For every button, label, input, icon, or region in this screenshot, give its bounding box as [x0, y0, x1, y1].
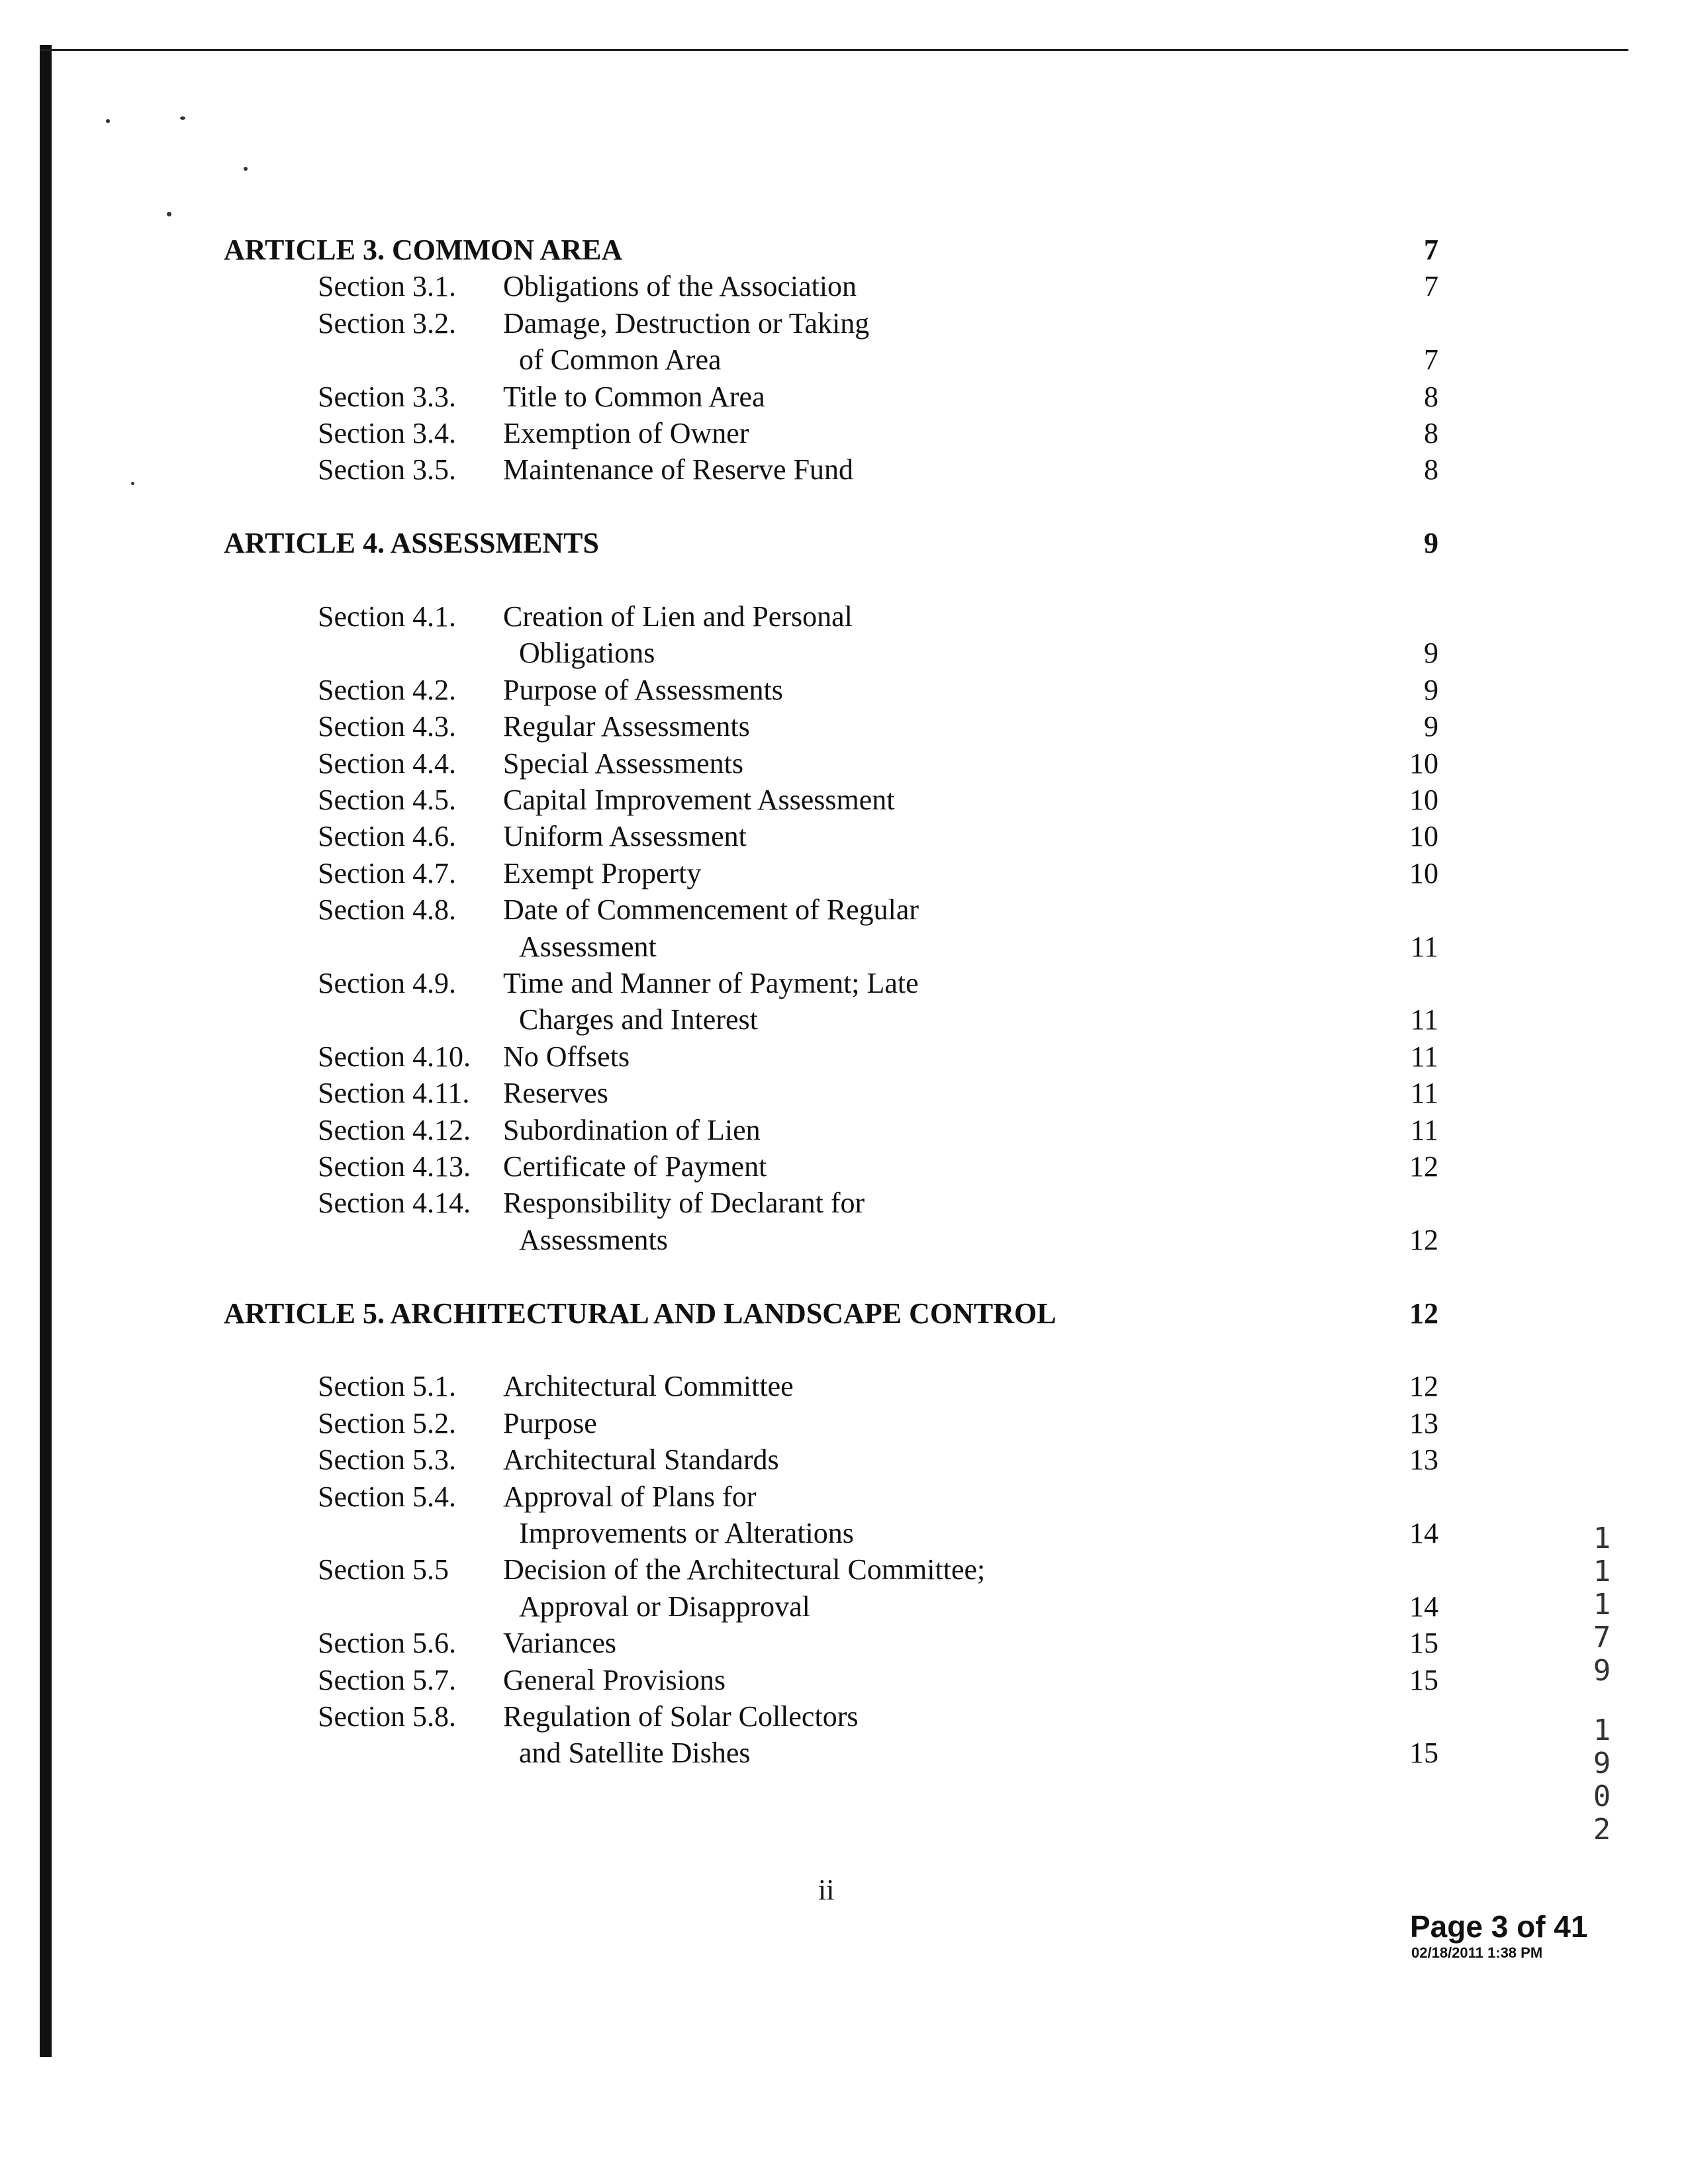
toc-section-row [0, 1551, 1688, 1588]
toc-section-number: Section 3.2. [318, 306, 456, 340]
toc-page-number: 13 [1409, 1406, 1438, 1439]
toc-section-title: General Provisions [503, 1663, 726, 1696]
toc-section-number: Section 3.1. [318, 270, 456, 303]
toc-page-number: 11 [1410, 1040, 1438, 1073]
toc-section-number: Section 5.3. [318, 1443, 456, 1477]
toc-section-row [0, 965, 1688, 1002]
toc-section-number: Section 4.1. [318, 600, 456, 633]
toc-section-title: Obligations [519, 637, 655, 670]
toc-section-title: Capital Improvement Assessment [503, 784, 895, 816]
toc-section-number: Section 5.8. [318, 1700, 456, 1733]
toc-section-number: Section 4.2. [318, 673, 456, 706]
toc-section-row [0, 1112, 1688, 1149]
toc-section-row [0, 1441, 1688, 1479]
toc-section-title: Approval or Disapproval [519, 1590, 810, 1623]
toc-section-number: Section 5.7. [318, 1663, 456, 1696]
toc-section-number: Section 4.5. [318, 784, 456, 816]
toc-continuation-row [0, 1222, 1688, 1259]
toc-section-number: Section 4.6. [318, 820, 456, 853]
toc-section-number: Section 3.4. [318, 417, 456, 449]
recording-digit: 1 [1593, 1713, 1611, 1747]
toc-section-title: Improvements or Alterations [519, 1517, 854, 1549]
toc-section-row [0, 1075, 1688, 1112]
toc-page-number: 9 [1424, 710, 1438, 743]
toc-section-row [0, 1038, 1688, 1075]
toc-article-title: ARTICLE 5. ARCHITECTURAL AND LANDSCAPE CONTROL [224, 1297, 1056, 1330]
toc-article-row [0, 525, 1688, 562]
toc-page-number: 11 [1410, 930, 1438, 963]
toc-section-row [0, 379, 1688, 416]
toc-section-title: Purpose [503, 1406, 597, 1439]
toc-page-number: 10 [1409, 856, 1438, 889]
toc-section-row [0, 891, 1688, 929]
toc-page-number: 12 [1409, 1150, 1438, 1183]
toc-section-number: Section 4.10. [318, 1040, 471, 1073]
toc-section-title: Exemption of Owner [503, 417, 749, 449]
toc-article-row [0, 1295, 1688, 1332]
toc-section-title: Damage, Destruction or Taking [503, 306, 870, 340]
toc-section-number: Section 5.1. [318, 1370, 456, 1403]
toc-continuation-row [0, 929, 1688, 966]
toc-page-number: 15 [1409, 1737, 1438, 1770]
toc-section-row [0, 855, 1688, 892]
toc-section-row [0, 1625, 1688, 1662]
toc-section-title: Architectural Committee [503, 1370, 794, 1403]
toc-page-number: 9 [1424, 637, 1438, 670]
toc-section-row [0, 745, 1688, 782]
toc-section-number: Section 4.13. [318, 1150, 471, 1183]
toc-section-title: Assessments [519, 1223, 668, 1256]
recorder-page-stamp: Page 3 of 41 [1410, 1909, 1588, 1944]
recorder-datetime-stamp: 02/18/2011 1:38 PM [1411, 1944, 1543, 1961]
recording-digit: 0 [1593, 1780, 1611, 1813]
toc-article-title: ARTICLE 4. ASSESSMENTS [224, 527, 599, 560]
toc-page-number: 11 [1410, 1003, 1438, 1036]
toc-section-title: Variances [503, 1627, 617, 1660]
toc-section-row [0, 672, 1688, 709]
toc-section-row [0, 708, 1688, 745]
toc-section-title: Subordination of Lien [503, 1113, 761, 1146]
toc-continuation-row [0, 1588, 1688, 1625]
toc-continuation-row [0, 1735, 1688, 1772]
toc-section-title: Regular Assessments [503, 710, 750, 743]
toc-section-number: Section 4.9. [318, 967, 456, 999]
toc-page-number: 8 [1424, 417, 1438, 449]
toc-continuation-row [0, 635, 1688, 672]
toc-page-number: 12 [1409, 1297, 1438, 1330]
toc-page-number: 14 [1409, 1590, 1438, 1623]
toc-section-title: Reserves [503, 1077, 608, 1110]
recording-digit: 1 [1593, 1555, 1611, 1588]
toc-page-number: 9 [1424, 673, 1438, 706]
toc-section-title: No Offsets [503, 1040, 630, 1073]
toc-section-number: Section 5.2. [318, 1406, 456, 1439]
toc-page-number: 7 [1424, 234, 1438, 266]
toc-section-row [0, 782, 1688, 819]
toc-section-title: Exempt Property [503, 856, 702, 889]
toc-page-number: 15 [1409, 1663, 1438, 1696]
recording-digit: 1 [1593, 1588, 1611, 1621]
toc-section-number: Section 4.7. [318, 856, 456, 889]
roman-page-number: ii [818, 1874, 835, 1906]
toc-section-number: Section 4.14. [318, 1187, 471, 1220]
toc-section-number: Section 5.5 [318, 1553, 449, 1586]
toc-section-row [0, 1148, 1688, 1185]
toc-page-number: 7 [1424, 343, 1438, 377]
toc-section-row [0, 1698, 1688, 1735]
toc-page-number: 8 [1424, 453, 1438, 486]
toc-article-row [0, 232, 1688, 269]
toc-page-number: 14 [1409, 1517, 1438, 1549]
toc-section-title: Architectural Standards [503, 1443, 779, 1477]
toc-section-title: Assessment [519, 930, 657, 963]
toc-page-number: 10 [1409, 784, 1438, 816]
toc-section-row [0, 1662, 1688, 1699]
toc-section-title: Decision of the Architectural Committee; [503, 1553, 986, 1586]
toc-section-title: Maintenance of Reserve Fund [503, 453, 854, 486]
toc-section-number: Section 5.6. [318, 1627, 456, 1660]
toc-section-number: Section 4.4. [318, 747, 456, 780]
toc-section-title: Regulation of Solar Collectors [503, 1700, 859, 1733]
toc-section-row [0, 1405, 1688, 1442]
toc-section-title: Obligations of the Association [503, 270, 857, 303]
toc-section-title: Time and Manner of Payment; Late [503, 967, 919, 999]
toc-page-number: 7 [1424, 270, 1438, 303]
toc-continuation-row [0, 341, 1688, 379]
toc-section-row [0, 1479, 1688, 1516]
toc-section-number: Section 5.4. [318, 1480, 456, 1513]
toc-continuation-row [0, 1001, 1688, 1038]
recording-digit: 2 [1593, 1813, 1611, 1846]
toc-section-number: Section 4.8. [318, 893, 456, 927]
toc-section-number: Section 4.11. [318, 1077, 470, 1110]
toc-page-number: 12 [1409, 1370, 1438, 1403]
recording-digit: 9 [1593, 1747, 1611, 1780]
toc-page-number: 11 [1410, 1113, 1438, 1146]
toc-section-title: Uniform Assessment [503, 820, 747, 853]
toc-section-row [0, 1185, 1688, 1222]
toc-article-title: ARTICLE 3. COMMON AREA [224, 234, 623, 266]
toc-page-number: 10 [1409, 747, 1438, 780]
toc-section-title: Date of Commencement of Regular [503, 893, 919, 927]
toc-page-number: 11 [1410, 1077, 1438, 1110]
toc-section-number: Section 4.3. [318, 710, 456, 743]
toc-section-row [0, 415, 1688, 452]
toc-section-number: Section 3.5. [318, 453, 456, 486]
toc-section-title: Responsibility of Declarant for [503, 1187, 865, 1220]
toc-section-number: Section 3.3. [318, 380, 456, 413]
toc-section-title: Charges and Interest [519, 1003, 758, 1036]
toc-section-row [0, 268, 1688, 305]
recording-digit: 1 [1593, 1522, 1611, 1555]
toc-section-title: and Satellite Dishes [519, 1737, 751, 1770]
toc-section-row [0, 305, 1688, 342]
toc-page-number: 10 [1409, 820, 1438, 853]
recording-digit: 7 [1593, 1621, 1611, 1655]
toc-section-row [0, 1368, 1688, 1405]
toc-section-title: Creation of Lien and Personal [503, 600, 853, 633]
toc-section-row [0, 818, 1688, 855]
recording-number-vertical [1589, 1522, 1615, 1846]
toc-section-title: Title to Common Area [503, 380, 765, 413]
toc-section-row [0, 451, 1688, 488]
toc-section-title: Purpose of Assessments [503, 673, 783, 706]
toc-page-number: 13 [1409, 1443, 1438, 1477]
toc-section-title: Special Assessments [503, 747, 743, 780]
toc-section-number: Section 4.12. [318, 1113, 471, 1146]
recording-digit: 9 [1593, 1654, 1611, 1688]
toc-page-number: 12 [1409, 1223, 1438, 1256]
toc-section-title: Certificate of Payment [503, 1150, 767, 1183]
toc-page-number: 8 [1424, 380, 1438, 413]
toc-continuation-row [0, 1515, 1688, 1552]
toc-page-number: 15 [1409, 1627, 1438, 1660]
toc-page-number: 9 [1424, 527, 1438, 560]
toc-section-row [0, 598, 1688, 635]
toc-section-title: Approval of Plans for [503, 1480, 757, 1513]
toc-section-title: of Common Area [519, 343, 722, 377]
recording-digit [1589, 1688, 1615, 1714]
